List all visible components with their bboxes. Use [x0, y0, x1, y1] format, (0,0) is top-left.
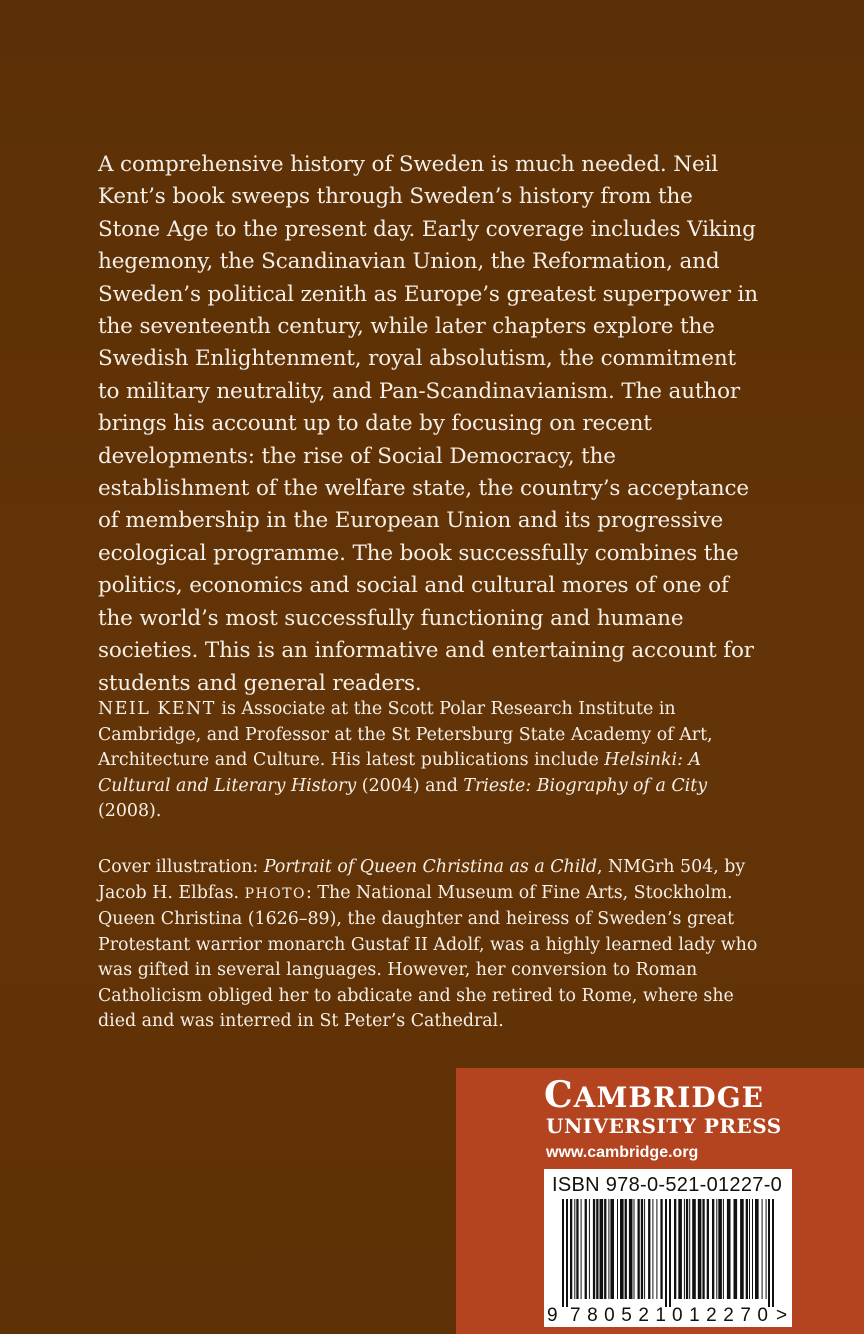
barcode-bar: [755, 1199, 759, 1299]
publisher-press: UNIVERSITY PRESS: [546, 1114, 782, 1138]
barcode-bar: [686, 1199, 688, 1299]
barcode-bar: [576, 1199, 578, 1299]
barcode-bar: [723, 1199, 724, 1299]
barcode-bar: [608, 1199, 609, 1299]
barcode-bar: [684, 1199, 685, 1299]
isbn-text: ISBN 978-0-521-01227-0: [552, 1174, 783, 1196]
publisher-initial: C: [544, 1074, 574, 1116]
barcode-bar: [620, 1199, 624, 1299]
photo-label: PHOTO: [244, 885, 307, 902]
barcode-bar: [617, 1199, 618, 1299]
barcode-bar: [669, 1199, 671, 1307]
barcode-bar: [689, 1199, 690, 1299]
barcode-bar: [707, 1199, 709, 1299]
barcode-bar: [660, 1199, 662, 1299]
barcode-panel: [544, 1169, 792, 1327]
barcode-bar: [629, 1199, 633, 1299]
barcode-bar: [678, 1199, 682, 1299]
barcode-bar: [665, 1199, 667, 1307]
barcode-bar: [562, 1199, 564, 1307]
barcode-bar: [734, 1199, 738, 1299]
illustration-text-2: : The National Museum of Fine Arts, Stockholm. Queen Christina (1626–89), the daughter and heiress of Sweden’s great Protestant warrior monarch Gustaf II Adolf, was a highly learned lady who was gifted in several languages. However, her conversion to Roman Catholicism obliged her to abdicate and she retired to Rome, where she died and was interred in St Peter’s Cathedral.: [98, 882, 758, 1031]
barcode-bar: [718, 1199, 722, 1299]
blurb-text: A comprehensive history of Sweden is much needed. Neil Kent’s book sweeps through Sweden’s history from the Stone Age to the present day. Early coverage includes Viking hegemony, the Scandinavian Union, the Reformation, and Sweden’s political zenith as Europe’s greatest superpower in the seventeenth century, while later chapters explore the Swedish Enlightenment, royal absolutism, the commitment to military neutrality, and Pan-Scandinavianism. The author brings his account up to date by focusing on recent developments: the rise of Social Democracy, the establishment of the welfare state, the country’s acceptance of membership in the European Union and its progressive ecological programme. The book successfully combines the politics, economics and social and cultural mores of one of the world’s most successfully functioning and humane societies. This is an informative and entertaining account for students and general readers.: [98, 152, 758, 696]
barcode-bar: [644, 1199, 645, 1299]
barcode-digits-left: 780521: [570, 1305, 666, 1326]
illustration-text-1: , NMGrh 504, by Jacob H. Elbfas.: [98, 857, 746, 903]
barcode-bar: [766, 1199, 767, 1299]
barcode-bar: [610, 1199, 614, 1299]
barcode-bar: [600, 1199, 604, 1299]
barcode-bar: [641, 1199, 643, 1299]
barcode-bar: [727, 1199, 731, 1299]
barcode-bar: [604, 1199, 606, 1299]
barcode-bar: [638, 1199, 640, 1299]
barcode-bar: [566, 1199, 568, 1307]
barcode-bar: [656, 1199, 657, 1299]
barcode-bar: [712, 1199, 714, 1299]
barcode-bars: [562, 1199, 774, 1307]
barcode-bar: [585, 1199, 587, 1299]
barcode-bar: [570, 1199, 572, 1299]
author-bio-text-2: (2004) and: [356, 775, 464, 796]
publisher-name-rest: AMBRIDGE: [573, 1081, 764, 1114]
publisher-logo-name: [544, 1074, 844, 1116]
cover-illustration-credit: [98, 855, 768, 1035]
author-book-2: Trieste: Biography of a City: [463, 775, 708, 796]
barcode-bar: [625, 1199, 627, 1299]
barcode-bar: [762, 1199, 763, 1299]
barcode-bar: [593, 1199, 595, 1299]
barcode-bar: [716, 1199, 717, 1299]
barcode-bar: [772, 1199, 774, 1307]
barcode-digit-first: 9: [547, 1305, 558, 1326]
barcode-digits-right: 012270: [672, 1305, 768, 1326]
barcode-chevron: >: [776, 1305, 788, 1326]
author-bio-text-1: is Associate at the Scott Polar Research Institute in Cambridge, and Professor at the St Petersburg State Academy of Art, Architecture and Culture. His latest publications include: [98, 699, 713, 770]
barcode-bar: [596, 1199, 598, 1299]
author-bio-text-3: (2008).: [98, 801, 162, 821]
barcode-bar: [589, 1199, 590, 1299]
barcode-bar: [574, 1199, 575, 1299]
barcode-bar: [634, 1199, 635, 1299]
barcode-bar: [674, 1199, 676, 1299]
barcode-bar: [768, 1199, 770, 1307]
barcode-bar: [702, 1199, 704, 1299]
author-bio: [98, 697, 768, 825]
illustration-label: Cover illustration:: [98, 857, 264, 877]
barcode-bar: [692, 1199, 696, 1299]
publisher-box: [456, 1068, 864, 1334]
barcode-bar: [752, 1199, 753, 1299]
illustration-title: Portrait of Queen Christina as a Child: [263, 857, 597, 877]
barcode-bar: [740, 1199, 744, 1299]
barcode-bar: [698, 1199, 702, 1299]
barcode-icon: [544, 1169, 792, 1327]
barcode-bar: [648, 1199, 650, 1299]
barcode-bar: [746, 1199, 748, 1299]
author-name: NEIL KENT: [98, 699, 216, 719]
barcode-bar: [652, 1199, 653, 1299]
publisher-url: www.cambridge.org: [546, 1144, 699, 1161]
barcode-bar: [581, 1199, 582, 1299]
barcode-bar: [749, 1199, 750, 1299]
author-book-1: Helsinki: A Cultural and Literary History: [98, 750, 702, 796]
